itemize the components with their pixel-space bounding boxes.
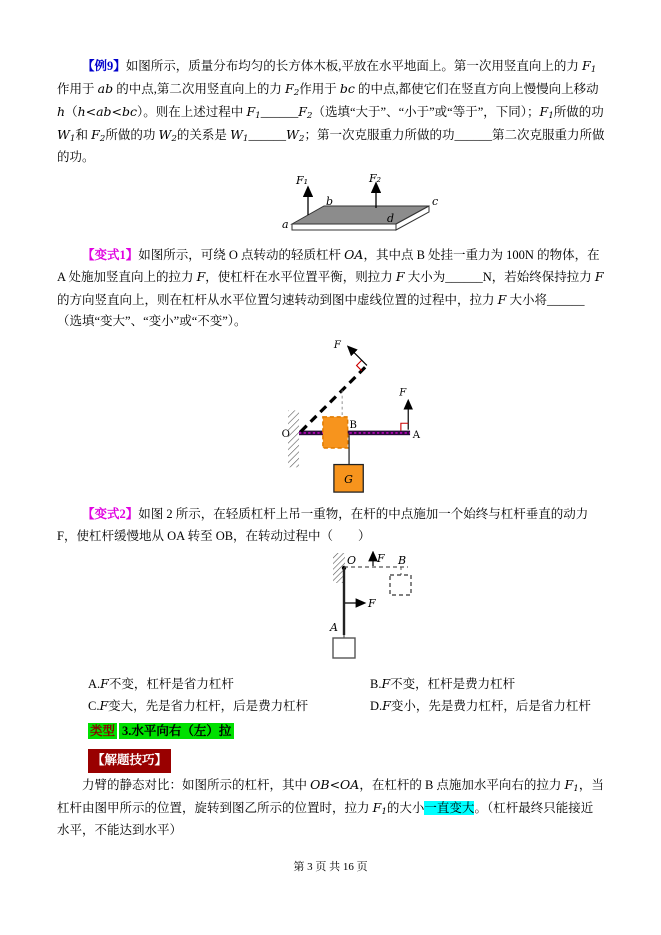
board-front-face <box>292 224 396 230</box>
label-f1: F₁ <box>296 174 309 188</box>
variant2-paragraph: 【变式2】如图 2 所示，在轻质杠杆上吊一重物，在杆的中点施加一个始终与杠杆垂直的动力 F，使杠杆缓慢地从 OA 转至 OB，在转动过程中（ ） <box>57 507 589 543</box>
variant1-figure <box>57 337 605 501</box>
option-b: B.F不变，杠杆是费力杠杆 <box>370 675 516 691</box>
label-f-up: F <box>377 552 385 566</box>
label-a: A <box>412 429 421 441</box>
type-heading <box>88 721 605 743</box>
board-diagram <box>277 172 452 232</box>
label-g: G <box>344 472 353 486</box>
object-ghost-square <box>323 417 348 448</box>
type-heading-title: 3.水平向右（左）拉 <box>119 723 234 739</box>
label-f-side: F <box>368 597 376 611</box>
variant1-paragraph: 【变式1】如图所示，可绕 O 点转动的轻质杠杆 OA，其中点 B 处挂一重力为 100N 的物体，在 A 处施加竖直向上的拉力 F，使杠杆在水平位置平衡，则拉力 F 大小为______N，若始终保持拉力 F 的方向竖直向上，则在杠杆从水平位置匀速转动到图中虚线位置的过程中，拉力 F 大小将______（选填“变大”、“变小”或“不变”）。 <box>57 246 604 329</box>
example9-figure <box>57 172 605 240</box>
type-heading-prefix: 类型 <box>90 723 116 738</box>
answer-options <box>57 673 605 718</box>
label-f2: F₂ <box>369 172 382 186</box>
weight-square <box>333 638 355 658</box>
option-c: C.F变大，先是省力杠杆，后是费力杠杆 <box>88 698 309 714</box>
label-a: A <box>330 621 338 635</box>
label-o: O <box>281 428 290 440</box>
label-b: B <box>398 554 407 568</box>
tips-paragraph: 力臂的静态对比：如图所示的杠杆，其中 OB<OA，在杠杆的 B 点施加水平向右的拉力 $F_1$，当杠杆由图甲所示的位置，旋转到图乙所示的位置时，拉力 $F_1$的大小一直变大。（杠杆最终只能接近水平，不能达到水平） <box>57 776 604 837</box>
label-c: c <box>432 195 439 209</box>
example9-paragraph: 【例9】如图所示，质量分布均匀的长方体木板,平放在水平地面上。第一次用竖直向上的力 $F_1$作用于 ab 的中点,第二次用竖直向上的力 $F_2$作用于 bc 的中点,都使它们在竖直方向上慢慢向上移动 h（h<ab<bc）。则在上述过程中 $F_1\_\_\_\_\_\_F_2$（选填“大于”、“小于”或“等于”，下同）；$F_1$所做的功 $W_1$和 $F_2$所做的功 $W_2$的关系是 $W_1\_\_\_\_\_\_W_2$；第一次克服重力所做的功______第二次克服重力所做的功。 <box>57 58 605 164</box>
lever-diagram-1 <box>277 337 433 493</box>
page-footer: 第 3 页 共 16 页 <box>293 861 368 873</box>
weight-ghost-square <box>390 575 411 595</box>
lever-diagram-2 <box>300 551 450 661</box>
label-b: B <box>349 419 357 431</box>
label-f-diagonal: F <box>333 339 341 351</box>
label-o: O <box>347 554 357 568</box>
label-d: d <box>387 212 395 226</box>
option-d: D.F变小，先是费力杠杆，后是省力杠杆 <box>370 698 591 714</box>
option-a: A.F不变，杠杆是省力杠杆 <box>88 675 234 691</box>
right-angle-marker-a <box>401 423 408 430</box>
force-f-diagonal-arrow <box>349 347 367 365</box>
tips-heading: 【解题技巧】 <box>88 749 171 773</box>
label-f-at-a: F <box>399 387 407 399</box>
variant2-figure <box>57 551 605 669</box>
right-angle-marker-top <box>357 360 362 370</box>
label-b: b <box>326 195 334 209</box>
label-a: a <box>282 218 289 232</box>
